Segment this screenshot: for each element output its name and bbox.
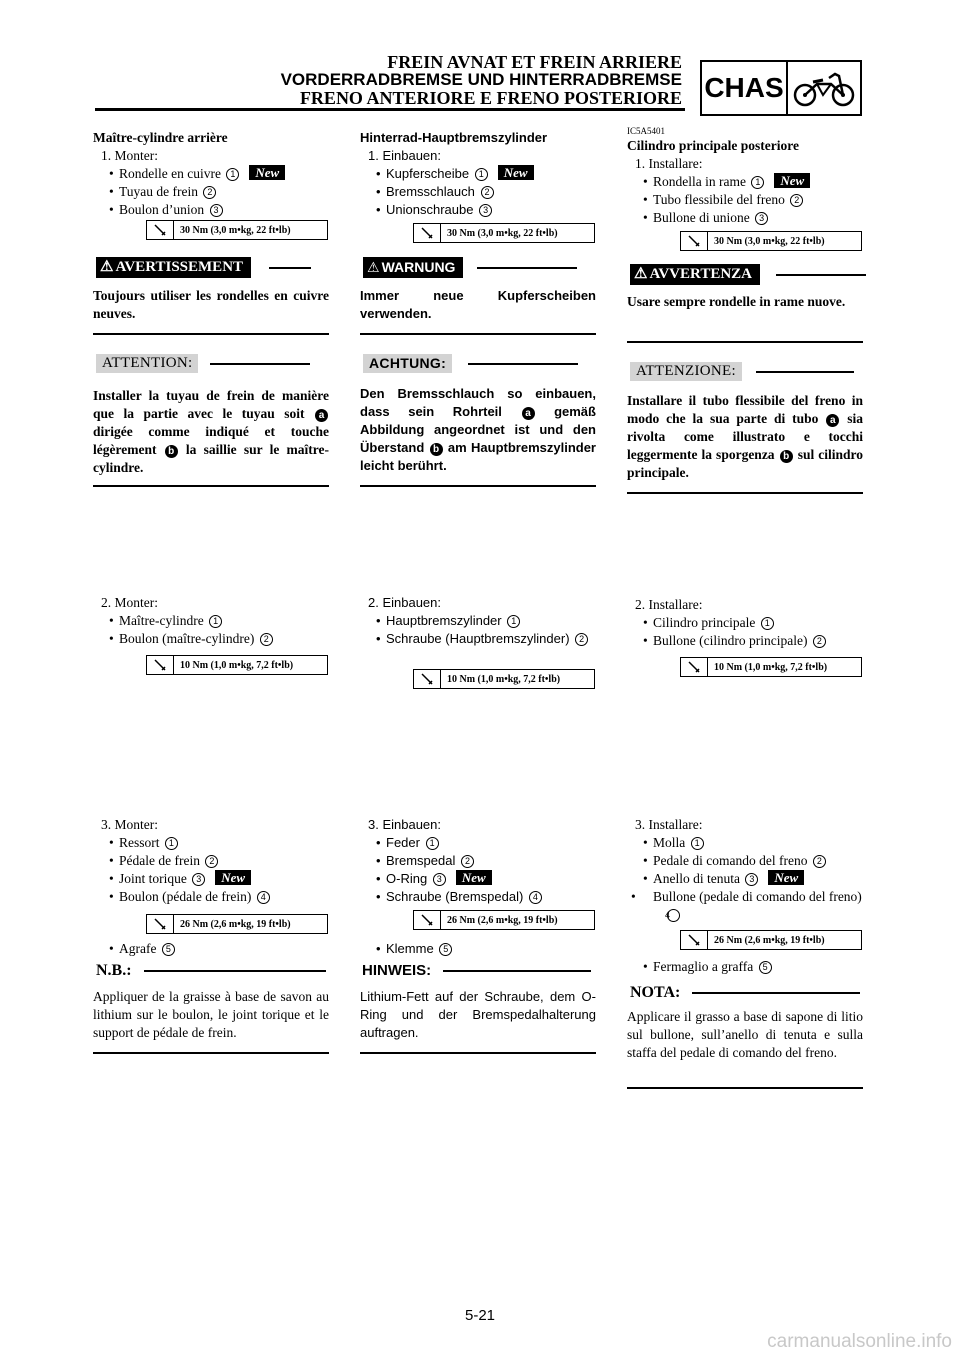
step-label: 2. Installare:: [635, 597, 703, 612]
divider: [360, 1052, 596, 1054]
step-label: 2. Einbauen:: [368, 595, 442, 610]
divider: [627, 1087, 863, 1089]
caution-header: [363, 354, 578, 373]
note-rule: [692, 992, 860, 994]
note-rule: [144, 970, 326, 972]
new-badge: New: [768, 870, 804, 885]
list-item: • O-Ring 3 New: [360, 870, 596, 888]
new-badge: New: [215, 870, 251, 885]
caution-rule: [210, 363, 310, 365]
caution-rule: [756, 371, 854, 373]
list-item: • Kupferscheibe 1 New: [360, 165, 596, 183]
new-badge: New: [498, 165, 534, 180]
wrench-icon: [681, 658, 708, 676]
warning-icon: ⚠: [367, 259, 380, 275]
list-item: • Rondelle en cuivre 1 New: [93, 165, 329, 183]
caution-text: Installer la tuyau de frein de manière que la partie avec le tuyau soit a dirigée comme indiqué et touche légèrement b la saillie sur le maître-cylindre.: [93, 388, 330, 475]
note-text: Appliquer de la graisse à base de savon au lithium sur le boulon, le joint torique et le support de pédale de frein.: [93, 989, 329, 1040]
caution-header: [96, 354, 310, 373]
step3-extra-it: [627, 958, 863, 976]
page-number: 5-21: [464, 1307, 496, 1324]
warning-header: [363, 257, 577, 278]
list-item: • Hauptbremszylinder 1: [360, 612, 596, 630]
step-label: 1. Installare:: [635, 156, 703, 171]
caution-text: Installare il tubo flessibile del freno in modo che la sua parte di tubo a sia rivolta come illustrato e tocchi leggermente la sporgenza b sul cilindro principale.: [627, 393, 864, 480]
header-title-it: FRENO ANTERIORE E FRENO POSTERIORE: [299, 88, 682, 108]
divider: [360, 333, 596, 335]
caution-label: ATTENZIONE:: [630, 362, 742, 381]
section-title: Cilindro principale posteriore: [627, 138, 799, 153]
wrench-icon: [147, 221, 174, 239]
header-title-fr: FREIN AVNAT ET FREIN ARRIERE: [387, 52, 682, 72]
warning-label: ⚠ WARNUNG: [363, 257, 463, 278]
note-header: NOTA:: [630, 984, 860, 1002]
torque-spec: 26 Nm (2,6 m•kg, 19 ft•lb): [413, 910, 595, 930]
note-header: HINWEIS:: [362, 962, 591, 979]
torque-spec: 26 Nm (2,6 m•kg, 19 ft•lb): [146, 914, 328, 934]
step-label: 1. Monter:: [101, 148, 158, 163]
note-text: Applicare il grasso a base di sapone di litio sul bullone, sull’anello di tenuta e sulla staffa del pedale di comando del freno.: [627, 1009, 863, 1060]
step-label: 3. Einbauen:: [368, 817, 442, 832]
step2-fr: [93, 594, 329, 648]
warning-rule: [269, 267, 311, 269]
note-rule: [443, 970, 591, 972]
divider: [360, 485, 596, 487]
list-item: • Boulon (pédale de frein) 4: [93, 888, 329, 906]
chapter-label: CHAS: [702, 62, 788, 114]
wrench-icon: [414, 911, 441, 929]
warning-text: Toujours utiliser les rondelles en cuivre neuves.: [93, 288, 329, 321]
step3-fr: [93, 816, 329, 906]
motorcycle-icon: [788, 62, 860, 114]
list-item: • Fermaglio a graffa 5: [627, 958, 863, 976]
step3-de: [360, 816, 596, 906]
new-badge: New: [249, 165, 285, 180]
step-label: 3. Monter:: [101, 817, 158, 832]
list-item: • Molla 1: [627, 834, 863, 852]
new-badge: New: [456, 870, 492, 885]
torque-spec: 26 Nm (2,6 m•kg, 19 ft•lb): [680, 930, 862, 950]
list-item: • Tubo flessibile del freno 2: [627, 191, 863, 209]
step-label: 3. Installare:: [635, 817, 703, 832]
step2-de: [360, 594, 596, 648]
warning-icon: ⚠: [634, 266, 648, 282]
note-header: N.B.:: [96, 962, 326, 980]
column-fr: [93, 129, 329, 219]
column-de: [360, 129, 596, 219]
section-title: Maître-cylindre arrière: [93, 130, 228, 145]
divider: [93, 1052, 329, 1054]
wrench-icon: [147, 656, 174, 674]
list-item: • Bullone (cilindro principale) 2: [627, 632, 863, 650]
list-item: • Tuyau de frein 2: [93, 183, 329, 201]
list-item: • Bremsschlauch 2: [360, 183, 596, 201]
wrench-icon: [681, 931, 708, 949]
column-it: [627, 137, 863, 227]
divider: [93, 485, 329, 487]
list-item: • Feder 1: [360, 834, 596, 852]
list-item: • Klemme 5: [360, 940, 596, 958]
list-item: • Maître-cylindre 1: [93, 612, 329, 630]
caution-header: [630, 362, 854, 381]
step-label: 2. Monter:: [101, 595, 158, 610]
divider: [93, 333, 329, 335]
list-item: • Unionschraube 3: [360, 201, 596, 219]
torque-spec: 10 Nm (1,0 m•kg, 7,2 ft•lb): [680, 657, 862, 677]
caution-text: Den Bremsschlauch so einbauen, dass sein Rohrteil a gemäß Abbildung angeordnet ist und den Überstand b am Hauptbremszylinder leicht berührt.: [360, 386, 596, 473]
warning-rule: [477, 267, 577, 269]
torque-spec: 30 Nm (3,0 m•kg, 22 ft•lb): [413, 223, 595, 243]
section-title: Hinterrad-Hauptbremszylinder: [360, 130, 548, 145]
list-item: • Bremspedal 2: [360, 852, 596, 870]
warning-text: Immer neue Kupferscheiben verwenden.: [360, 288, 596, 321]
caution-label: ATTENTION:: [96, 354, 198, 373]
chapter-box: [700, 60, 862, 116]
warning-icon: ⚠: [100, 259, 114, 275]
warning-label: ⚠ AVVERTENZA: [630, 264, 760, 285]
list-item: • Schraube (Hauptbremszylinder) 2: [360, 630, 596, 648]
torque-spec: 10 Nm (1,0 m•kg, 7,2 ft•lb): [146, 655, 328, 675]
warning-text: Usare sempre rondelle in rame nuove.: [627, 294, 846, 309]
step3-extra-fr: [93, 940, 329, 958]
wrench-icon: [147, 915, 174, 933]
divider: [627, 341, 863, 343]
list-item: • Pedale di comando del freno 2: [627, 852, 863, 870]
list-item: • Agrafe 5: [93, 940, 329, 958]
section-code: IC5A5401: [627, 126, 665, 136]
wrench-icon: [681, 232, 708, 250]
watermark: carmanualsonline.info: [767, 1331, 952, 1352]
step-label: 1. Einbauen:: [368, 148, 442, 163]
list-item: • Joint torique 3 New: [93, 870, 329, 888]
list-item: • Rondella in rame 1 New: [627, 173, 863, 191]
note-text: Lithium-Fett auf der Schraube, dem O-Ring und der Bremspedalhalterung auftragen.: [360, 989, 596, 1040]
caution-rule: [468, 363, 578, 365]
list-item: • Pédale de frein 2: [93, 852, 329, 870]
header-title-de: VORDERRADBREMSE UND HINTERRADBREMSE: [280, 70, 682, 89]
list-item: • Bullone di unione 3: [627, 209, 863, 227]
wrench-icon: [414, 224, 441, 242]
step3-it: [627, 816, 863, 924]
new-badge: New: [774, 173, 810, 188]
list-item: • Bullone (pedale di comando del freno) 4: [627, 888, 863, 924]
header-rule: [95, 108, 685, 111]
warning-label: ⚠ AVERTISSEMENT: [96, 257, 251, 278]
list-item: • Anello di tenuta 3 New: [627, 870, 863, 888]
warning-header: [630, 264, 866, 285]
divider: [627, 492, 863, 494]
torque-spec: 10 Nm (1,0 m•kg, 7,2 ft•lb): [413, 669, 595, 689]
list-item: • Boulon (maître-cylindre) 2: [93, 630, 329, 648]
step3-extra-de: [360, 940, 596, 958]
torque-spec: 30 Nm (3,0 m•kg, 22 ft•lb): [680, 231, 862, 251]
list-item: • Cilindro principale 1: [627, 614, 863, 632]
list-item: • Schraube (Bremspedal) 4: [360, 888, 596, 906]
list-item: • Ressort 1: [93, 834, 329, 852]
caution-label: ACHTUNG:: [363, 354, 452, 373]
wrench-icon: [414, 670, 441, 688]
list-item: • Boulon d’union 3: [93, 201, 329, 219]
step2-it: [627, 596, 863, 650]
warning-rule: [776, 274, 866, 276]
torque-spec: 30 Nm (3,0 m•kg, 22 ft•lb): [146, 220, 328, 240]
warning-header: [96, 257, 311, 278]
